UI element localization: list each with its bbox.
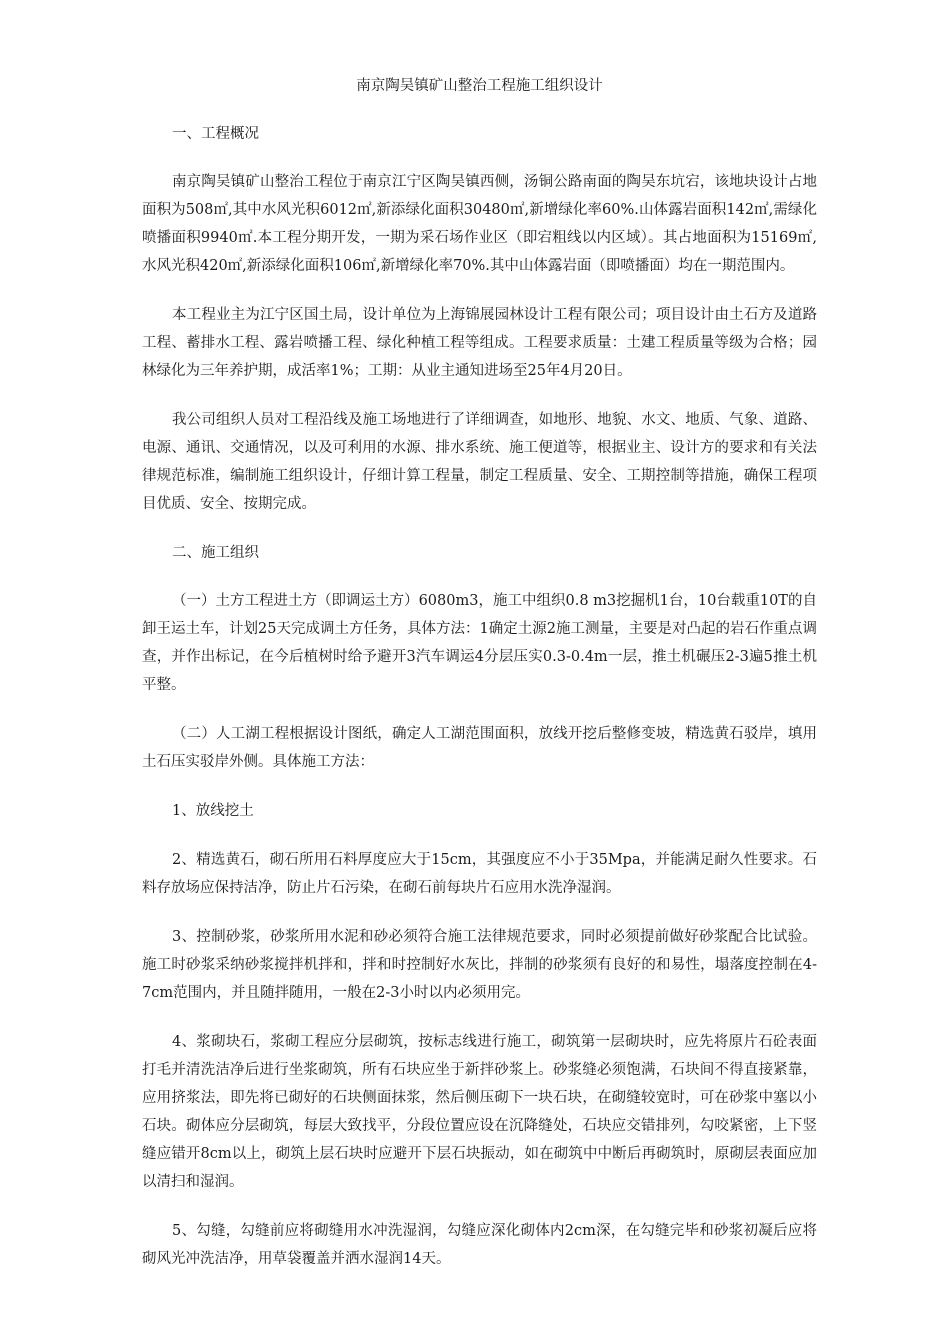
list-item-stone-selection: 2、精选黄石，砌石所用石料厚度应大于15cm，其强度应不小于35Mpa，并能满足耐久性要求。石料存放场应保持洁净，防止片石污染，在砌石前每块片石应用水洗净湿润。 (142, 852, 817, 896)
paragraph-earthwork: （一）土方工程进土方（即调运土方）6080m3，施工中组织0.8 m3挖掘机1台，10台载重10T的自卸王运土车，计划25天完成调土方任务，具体方法：1确定土源2施工测量，主要是对凸起的岩石作重点调查，并作出标记，在今后植树时给予避开3汽车调运4分层压实0.3-0.4m一层，推土机碾压2-3遍5推土机平整。 (142, 593, 817, 693)
list-item-pointing: 5、勾缝，勾缝前应将砌缝用水冲洗湿润，勾缝应深化砌体内2cm深，在勾缝完毕和砂浆初凝后应将砌风光冲洗洁净，用草袋覆盖并洒水湿润14天。 (142, 1223, 817, 1267)
document-page (142, 72, 817, 1294)
list-item-layout-excavation: 1、放线挖土 (172, 803, 254, 819)
list-item-mortar-control: 3、控制砂浆，砂浆所用水泥和砂必须符合施工法律规范要求，同时必须提前做好砂浆配合比试验。施工时砂浆采纳砂浆搅拌机拌和，拌和时控制好水灰比，拌制的砂浆须有良好的和易性，塌落度控制在4-7cm范围内，并且随拌随用，一般在2-3小时以内必须用完。 (142, 929, 817, 1001)
paragraph-site-survey: 我公司组织人员对工程沿线及施工场地进行了详细调查，如地形、地貌、水文、地质、气象、道路、电源、通讯、交通情况，以及可利用的水源、排水系统、施工便道等，根据业主、设计方的要求和有关法律规范标准，编制施工组织设计，仔细计算工程量，制定工程质量、安全、工期控制等措施，确保工程项目优质、安全、按期完成。 (142, 412, 817, 512)
paragraph-project-location: 南京陶吴镇矿山整治工程位于南京江宁区陶吴镇西侧，汤铜公路南面的陶吴东坑宕，该地块设计占地面积为508㎡,其中水风光积6012㎡,新添绿化面积30480㎡,新增绿化率60%.山体露岩面积142㎡,需绿化喷播面积9940㎡.本工程分期开发，一期为采石场作业区（即宕粗线以内区域）。其占地面积为15169㎡,水风光积420㎡,新添绿化面积106㎡,新增绿化率70%.其中山体露岩面（即喷播面）均在一期范围内。 (142, 174, 817, 274)
list-item-masonry: 4、浆砌块石，浆砌工程应分层砌筑，按标志线进行施工，砌筑第一层砌块时，应先将原片石砼表面打毛并清洗洁净后进行坐浆砌筑，所有石块应坐于新拌砂浆上。砂浆缝必须饱满，石块间不得直接紧靠，应用挤浆法，即先将已砌好的石块侧面抹浆，然后侧压砌下一块石块，在砌缝较宽时，可在砂浆中塞以小石块。砌体应分层砌筑，每层大致找平，分段位置应设在沉降缝处，石块应交错排列，勾咬紧密，上下竖缝应错开8cm以上，砌筑上层石块时应避开下层石块振动，如在砌筑中中断后再砌筑时，原砌层表面应加以清扫和湿润。 (142, 1034, 817, 1190)
document-title: 南京陶吴镇矿山整治工程施工组织设计 (356, 78, 603, 94)
paragraph-project-owner: 本工程业主为江宁区国土局，设计单位为上海锦展园林设计工程有限公司；项目设计由土石方及道路工程、蓄排水工程、露岩喷播工程、绿化种植工程等组成。工程要求质量：土建工程质量等级为合格；园林绿化为三年养护期，成活率1%；工期：从业主通知进场至25年4月20日。 (142, 307, 817, 379)
paragraph-artificial-lake: （二）人工湖工程根据设计图纸，确定人工湖范围面积，放线开挖后整修变坡，精选黄石驳岸，填用土石压实驳岸外侧。具体施工方法： (142, 726, 817, 770)
section-heading-overview: 一、工程概况 (172, 126, 259, 142)
section-heading-organization: 二、施工组织 (172, 545, 259, 561)
